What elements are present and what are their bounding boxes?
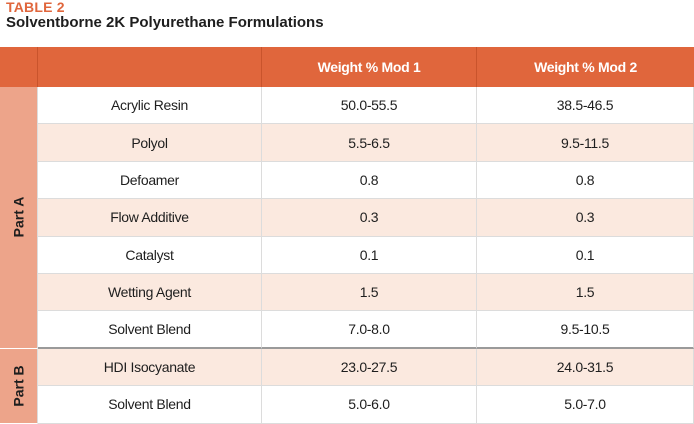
mod1-cell: 0.3 [262,199,477,236]
mod2-cell: 0.3 [477,199,694,236]
group-label-text: Part B [10,365,27,407]
mod2-cell: 9.5-10.5 [477,311,694,348]
component-cell: Wetting Agent [38,274,262,311]
table-label: TABLE 2 [6,0,65,15]
mod2-cell: 0.1 [477,237,694,274]
group-label-part-b [0,349,38,424]
mod2-cell: 9.5-11.5 [477,124,694,161]
header-mod1: Weight % Mod 1 [262,47,477,87]
mod1-cell: 7.0-8.0 [262,311,477,348]
table-caption [6,0,324,32]
component-cell: Acrylic Resin [38,87,262,124]
mod2-cell: 0.8 [477,162,694,199]
formulation-table [0,47,694,424]
mod2-cell: 38.5-46.5 [477,87,694,124]
component-cell: Catalyst [38,237,262,274]
group-label-text: Part A [10,197,27,238]
component-cell: Solvent Blend [38,386,262,423]
header-mod2: Weight % Mod 2 [477,47,694,87]
header-group-cell [0,47,38,87]
mod1-cell: 50.0-55.5 [262,87,477,124]
component-cell: Polyol [38,124,262,161]
component-cell: Defoamer [38,162,262,199]
mod2-cell: 5.0-7.0 [477,386,694,423]
component-cell: Solvent Blend [38,311,262,348]
mod2-cell: 1.5 [477,274,694,311]
mod1-cell: 0.8 [262,162,477,199]
mod2-cell: 24.0-31.5 [477,349,694,386]
mod1-cell: 5.5-6.5 [262,124,477,161]
mod1-cell: 23.0-27.5 [262,349,477,386]
group-label-part-a [0,87,38,349]
mod1-cell: 0.1 [262,237,477,274]
component-cell: Flow Additive [38,199,262,236]
mod1-cell: 5.0-6.0 [262,386,477,423]
component-cell: HDI Isocyanate [38,349,262,386]
mod1-cell: 1.5 [262,274,477,311]
table-title: Solventborne 2K Polyurethane Formulations [6,14,324,31]
header-component-cell [38,47,262,87]
